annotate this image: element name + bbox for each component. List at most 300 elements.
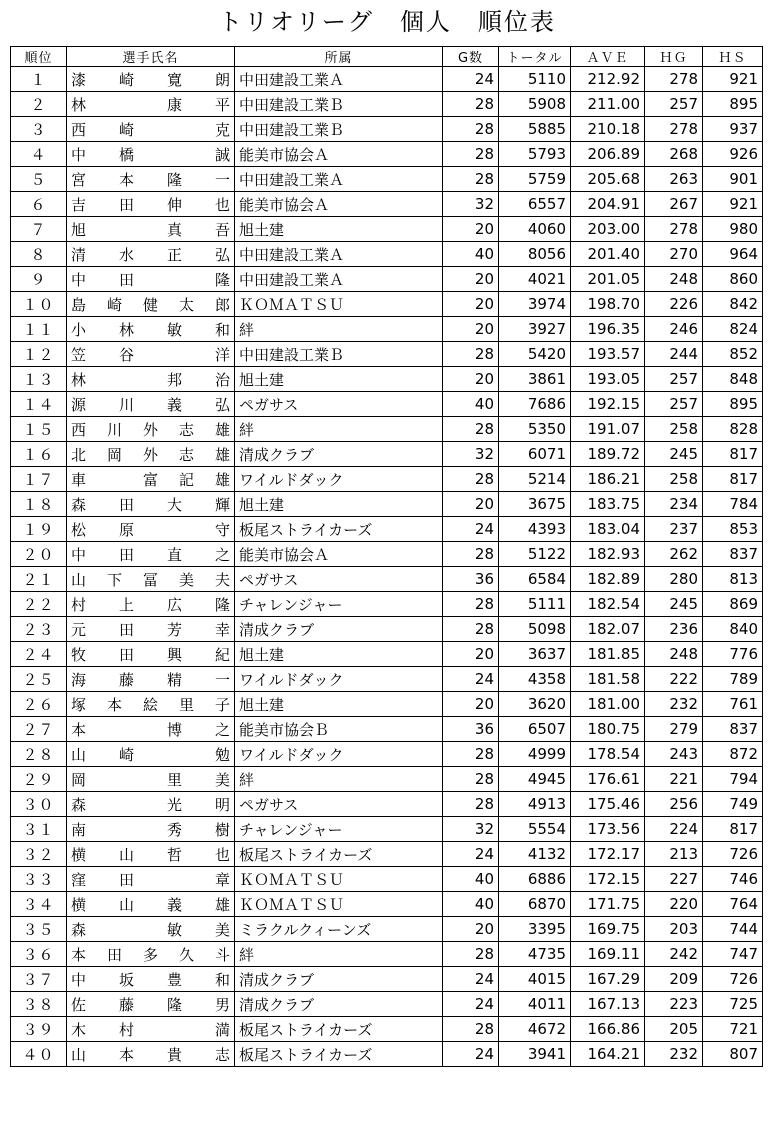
player-name-cell: 吉田伸也 <box>67 192 235 217</box>
total-cell: 4021 <box>499 267 571 292</box>
average-cell: 182.07 <box>571 617 645 642</box>
high-game-cell: 203 <box>645 917 703 942</box>
high-game-cell: 209 <box>645 967 703 992</box>
high-game-cell: 280 <box>645 567 703 592</box>
player-name-cell: 木村 満 <box>67 1017 235 1042</box>
high-game-cell: 263 <box>645 167 703 192</box>
rank-cell: ９ <box>11 267 67 292</box>
high-game-cell: 236 <box>645 617 703 642</box>
average-cell: 167.29 <box>571 967 645 992</box>
average-cell: 176.61 <box>571 767 645 792</box>
games-cell: 28 <box>443 167 499 192</box>
table-row <box>11 992 763 1017</box>
high-series-cell: 764 <box>703 892 763 917</box>
games-cell: 28 <box>443 792 499 817</box>
rank-cell: ７ <box>11 217 67 242</box>
table-row <box>11 92 763 117</box>
total-cell: 3974 <box>499 292 571 317</box>
table-row <box>11 667 763 692</box>
high-series-cell: 964 <box>703 242 763 267</box>
high-series-cell: 921 <box>703 67 763 92</box>
table-row <box>11 342 763 367</box>
games-cell: 40 <box>443 392 499 417</box>
total-cell: 6886 <box>499 867 571 892</box>
average-cell: 175.46 <box>571 792 645 817</box>
table-row <box>11 517 763 542</box>
player-name-cell: 村上広隆 <box>67 592 235 617</box>
high-series-cell: 747 <box>703 942 763 967</box>
high-series-cell: 853 <box>703 517 763 542</box>
average-cell: 189.72 <box>571 442 645 467</box>
team-cell: 旭土建 <box>235 492 443 517</box>
total-cell: 4735 <box>499 942 571 967</box>
header-hg: ＨＧ <box>645 47 703 67</box>
high-game-cell: 224 <box>645 817 703 842</box>
team-cell: 清成クラブ <box>235 967 443 992</box>
rank-cell: ４０ <box>11 1042 67 1067</box>
high-game-cell: 234 <box>645 492 703 517</box>
player-name-cell: 本田多久斗 <box>67 942 235 967</box>
player-name-cell: 横山哲也 <box>67 842 235 867</box>
high-game-cell: 262 <box>645 542 703 567</box>
team-cell: 板尾ストライカーズ <box>235 1017 443 1042</box>
total-cell: 4913 <box>499 792 571 817</box>
total-cell: 5214 <box>499 467 571 492</box>
rank-cell: ２１ <box>11 567 67 592</box>
table-row <box>11 842 763 867</box>
games-cell: 28 <box>443 617 499 642</box>
rank-cell: ３１ <box>11 817 67 842</box>
high-game-cell: 279 <box>645 717 703 742</box>
high-series-cell: 837 <box>703 717 763 742</box>
high-series-cell: 926 <box>703 142 763 167</box>
player-name-cell: 中田 隆 <box>67 267 235 292</box>
team-cell: ペガサス <box>235 392 443 417</box>
team-cell: 中田建設工業Ａ <box>235 267 443 292</box>
total-cell: 7686 <box>499 392 571 417</box>
rank-cell: １５ <box>11 417 67 442</box>
high-game-cell: 257 <box>645 367 703 392</box>
games-cell: 20 <box>443 267 499 292</box>
high-series-cell: 840 <box>703 617 763 642</box>
rank-cell: ８ <box>11 242 67 267</box>
average-cell: 192.15 <box>571 392 645 417</box>
average-cell: 169.11 <box>571 942 645 967</box>
team-cell: 清成クラブ <box>235 442 443 467</box>
rank-cell: ３０ <box>11 792 67 817</box>
games-cell: 20 <box>443 492 499 517</box>
player-name-cell: 西川外志雄 <box>67 417 235 442</box>
header-team: 所属 <box>235 47 443 67</box>
rank-cell: ６ <box>11 192 67 217</box>
total-cell: 4011 <box>499 992 571 1017</box>
games-cell: 24 <box>443 1042 499 1067</box>
player-name-cell: 中坂豊和 <box>67 967 235 992</box>
player-name-cell: 漆崎寛朗 <box>67 67 235 92</box>
player-name-cell: 源川義弘 <box>67 392 235 417</box>
table-row <box>11 242 763 267</box>
high-game-cell: 221 <box>645 767 703 792</box>
header-rank: 順位 <box>11 47 67 67</box>
player-name-cell: 笠谷 洋 <box>67 342 235 367</box>
high-game-cell: 245 <box>645 442 703 467</box>
average-cell: 183.04 <box>571 517 645 542</box>
high-game-cell: 244 <box>645 342 703 367</box>
high-game-cell: 232 <box>645 692 703 717</box>
player-name-cell: 清水正弘 <box>67 242 235 267</box>
team-cell: 能美市協会Ａ <box>235 542 443 567</box>
ranking-table <box>10 46 763 1067</box>
player-name-cell: 林 邦治 <box>67 367 235 392</box>
header-row <box>11 47 763 67</box>
high-game-cell: 248 <box>645 642 703 667</box>
rank-cell: ３５ <box>11 917 67 942</box>
games-cell: 24 <box>443 967 499 992</box>
table-row <box>11 642 763 667</box>
page-title: トリオリーグ 個人 順位表 <box>218 8 556 36</box>
header-games: G数 <box>443 47 499 67</box>
total-cell: 3927 <box>499 317 571 342</box>
total-cell: 6584 <box>499 567 571 592</box>
team-cell: 絆 <box>235 942 443 967</box>
team-cell: ワイルドダック <box>235 742 443 767</box>
high-series-cell: 842 <box>703 292 763 317</box>
team-cell: 板尾ストライカーズ <box>235 842 443 867</box>
high-game-cell: 258 <box>645 467 703 492</box>
header-name: 選手氏名 <box>67 47 235 67</box>
average-cell: 172.17 <box>571 842 645 867</box>
games-cell: 28 <box>443 542 499 567</box>
team-cell: 絆 <box>235 767 443 792</box>
header-hs: ＨＳ <box>703 47 763 67</box>
table-row <box>11 117 763 142</box>
total-cell: 4393 <box>499 517 571 542</box>
high-game-cell: 268 <box>645 142 703 167</box>
total-cell: 5759 <box>499 167 571 192</box>
team-cell: 清成クラブ <box>235 992 443 1017</box>
total-cell: 6557 <box>499 192 571 217</box>
player-name-cell: 中田直之 <box>67 542 235 567</box>
high-series-cell: 872 <box>703 742 763 767</box>
total-cell: 4945 <box>499 767 571 792</box>
table-row <box>11 1017 763 1042</box>
high-series-cell: 789 <box>703 667 763 692</box>
rank-cell: ５ <box>11 167 67 192</box>
high-series-cell: 817 <box>703 442 763 467</box>
high-game-cell: 267 <box>645 192 703 217</box>
rank-cell: １３ <box>11 367 67 392</box>
total-cell: 3395 <box>499 917 571 942</box>
header-ave: ＡＶＥ <box>571 47 645 67</box>
average-cell: 173.56 <box>571 817 645 842</box>
games-cell: 28 <box>443 342 499 367</box>
average-cell: 198.70 <box>571 292 645 317</box>
average-cell: 166.86 <box>571 1017 645 1042</box>
high-series-cell: 817 <box>703 467 763 492</box>
table-row <box>11 892 763 917</box>
total-cell: 5908 <box>499 92 571 117</box>
table-row <box>11 292 763 317</box>
player-name-cell: 西崎 克 <box>67 117 235 142</box>
games-cell: 32 <box>443 442 499 467</box>
high-series-cell: 817 <box>703 817 763 842</box>
team-cell: 絆 <box>235 317 443 342</box>
team-cell: 中田建設工業Ｂ <box>235 342 443 367</box>
player-name-cell: 北岡外志雄 <box>67 442 235 467</box>
games-cell: 20 <box>443 217 499 242</box>
table-row <box>11 367 763 392</box>
player-name-cell: 本 博之 <box>67 717 235 742</box>
total-cell: 6071 <box>499 442 571 467</box>
team-cell: チャレンジャー <box>235 592 443 617</box>
team-cell: ペガサス <box>235 792 443 817</box>
team-cell: ミラクルクィーンズ <box>235 917 443 942</box>
high-game-cell: 243 <box>645 742 703 767</box>
high-game-cell: 257 <box>645 392 703 417</box>
high-game-cell: 256 <box>645 792 703 817</box>
table-row <box>11 142 763 167</box>
total-cell: 3637 <box>499 642 571 667</box>
average-cell: 193.57 <box>571 342 645 367</box>
high-series-cell: 860 <box>703 267 763 292</box>
rank-cell: ２２ <box>11 592 67 617</box>
player-name-cell: 森田大輝 <box>67 492 235 517</box>
rank-cell: １７ <box>11 467 67 492</box>
table-row <box>11 317 763 342</box>
team-cell: 旭土建 <box>235 642 443 667</box>
rank-cell: ２ <box>11 92 67 117</box>
games-cell: 28 <box>443 767 499 792</box>
high-series-cell: 869 <box>703 592 763 617</box>
high-series-cell: 852 <box>703 342 763 367</box>
average-cell: 212.92 <box>571 67 645 92</box>
high-game-cell: 237 <box>645 517 703 542</box>
team-cell: ワイルドダック <box>235 467 443 492</box>
high-game-cell: 213 <box>645 842 703 867</box>
high-game-cell: 223 <box>645 992 703 1017</box>
total-cell: 3675 <box>499 492 571 517</box>
games-cell: 40 <box>443 242 499 267</box>
games-cell: 24 <box>443 667 499 692</box>
player-name-cell: 林 康平 <box>67 92 235 117</box>
average-cell: 211.00 <box>571 92 645 117</box>
table-row <box>11 817 763 842</box>
average-cell: 191.07 <box>571 417 645 442</box>
average-cell: 204.91 <box>571 192 645 217</box>
high-game-cell: 246 <box>645 317 703 342</box>
table-row <box>11 917 763 942</box>
total-cell: 5793 <box>499 142 571 167</box>
rank-cell: ３３ <box>11 867 67 892</box>
high-series-cell: 761 <box>703 692 763 717</box>
rank-cell: ３４ <box>11 892 67 917</box>
rank-cell: ２３ <box>11 617 67 642</box>
team-cell: 中田建設工業Ｂ <box>235 92 443 117</box>
high-game-cell: 227 <box>645 867 703 892</box>
average-cell: 182.93 <box>571 542 645 567</box>
high-series-cell: 837 <box>703 542 763 567</box>
table-row <box>11 192 763 217</box>
games-cell: 20 <box>443 367 499 392</box>
games-cell: 20 <box>443 317 499 342</box>
table-row <box>11 492 763 517</box>
high-game-cell: 222 <box>645 667 703 692</box>
table-row <box>11 1042 763 1067</box>
average-cell: 196.35 <box>571 317 645 342</box>
table-row <box>11 592 763 617</box>
table-row <box>11 617 763 642</box>
games-cell: 28 <box>443 742 499 767</box>
rank-cell: ４ <box>11 142 67 167</box>
average-cell: 205.68 <box>571 167 645 192</box>
games-cell: 24 <box>443 992 499 1017</box>
table-row <box>11 792 763 817</box>
player-name-cell: 牧田興紀 <box>67 642 235 667</box>
average-cell: 182.89 <box>571 567 645 592</box>
games-cell: 20 <box>443 642 499 667</box>
high-series-cell: 901 <box>703 167 763 192</box>
total-cell: 6870 <box>499 892 571 917</box>
high-series-cell: 813 <box>703 567 763 592</box>
table-row <box>11 392 763 417</box>
total-cell: 4132 <box>499 842 571 867</box>
average-cell: 169.75 <box>571 917 645 942</box>
high-series-cell: 937 <box>703 117 763 142</box>
total-cell: 5110 <box>499 67 571 92</box>
total-cell: 4999 <box>499 742 571 767</box>
table-row <box>11 567 763 592</box>
total-cell: 5111 <box>499 592 571 617</box>
player-name-cell: 塚本絵里子 <box>67 692 235 717</box>
rank-cell: ２６ <box>11 692 67 717</box>
high-series-cell: 828 <box>703 417 763 442</box>
high-series-cell: 749 <box>703 792 763 817</box>
player-name-cell: 宮本隆一 <box>67 167 235 192</box>
games-cell: 24 <box>443 67 499 92</box>
games-cell: 28 <box>443 467 499 492</box>
table-row <box>11 542 763 567</box>
games-cell: 24 <box>443 842 499 867</box>
rank-cell: ３６ <box>11 942 67 967</box>
high-series-cell: 807 <box>703 1042 763 1067</box>
player-name-cell: 島崎健太郎 <box>67 292 235 317</box>
rank-cell: １９ <box>11 517 67 542</box>
table-row <box>11 67 763 92</box>
rank-cell: ３７ <box>11 967 67 992</box>
team-cell: ＫＯＭＡＴＳＵ <box>235 292 443 317</box>
games-cell: 28 <box>443 417 499 442</box>
rank-cell: １ <box>11 67 67 92</box>
player-name-cell: 佐藤隆男 <box>67 992 235 1017</box>
average-cell: 181.00 <box>571 692 645 717</box>
rank-cell: ３９ <box>11 1017 67 1042</box>
games-cell: 20 <box>443 292 499 317</box>
average-cell: 172.15 <box>571 867 645 892</box>
team-cell: 旭土建 <box>235 692 443 717</box>
team-cell: 絆 <box>235 417 443 442</box>
player-name-cell: 元田芳幸 <box>67 617 235 642</box>
team-cell: 旭土建 <box>235 217 443 242</box>
rank-cell: ２７ <box>11 717 67 742</box>
player-name-cell: 車 富記雄 <box>67 467 235 492</box>
team-cell: 中田建設工業Ａ <box>235 242 443 267</box>
high-series-cell: 726 <box>703 967 763 992</box>
average-cell: 182.54 <box>571 592 645 617</box>
average-cell: 201.05 <box>571 267 645 292</box>
team-cell: 能美市協会Ａ <box>235 142 443 167</box>
high-series-cell: 726 <box>703 842 763 867</box>
average-cell: 181.85 <box>571 642 645 667</box>
rank-cell: １１ <box>11 317 67 342</box>
table-row <box>11 942 763 967</box>
high-series-cell: 776 <box>703 642 763 667</box>
high-game-cell: 278 <box>645 117 703 142</box>
table-row <box>11 217 763 242</box>
high-game-cell: 242 <box>645 942 703 967</box>
high-series-cell: 921 <box>703 192 763 217</box>
table-row <box>11 967 763 992</box>
team-cell: チャレンジャー <box>235 817 443 842</box>
table-row <box>11 867 763 892</box>
games-cell: 24 <box>443 517 499 542</box>
total-cell: 5554 <box>499 817 571 842</box>
average-cell: 171.75 <box>571 892 645 917</box>
team-cell: ワイルドダック <box>235 667 443 692</box>
player-name-cell: 窪田 章 <box>67 867 235 892</box>
table-row <box>11 267 763 292</box>
games-cell: 40 <box>443 867 499 892</box>
games-cell: 36 <box>443 717 499 742</box>
high-series-cell: 794 <box>703 767 763 792</box>
total-cell: 4060 <box>499 217 571 242</box>
rank-cell: ２８ <box>11 742 67 767</box>
games-cell: 32 <box>443 192 499 217</box>
average-cell: 186.21 <box>571 467 645 492</box>
total-cell: 5420 <box>499 342 571 367</box>
total-cell: 6507 <box>499 717 571 742</box>
table-row <box>11 442 763 467</box>
average-cell: 167.13 <box>571 992 645 1017</box>
high-series-cell: 980 <box>703 217 763 242</box>
high-series-cell: 784 <box>703 492 763 517</box>
total-cell: 4015 <box>499 967 571 992</box>
player-name-cell: 森 敏美 <box>67 917 235 942</box>
player-name-cell: 中橋 誠 <box>67 142 235 167</box>
team-cell: 板尾ストライカーズ <box>235 1042 443 1067</box>
table-row <box>11 717 763 742</box>
rank-cell: ２４ <box>11 642 67 667</box>
average-cell: 164.21 <box>571 1042 645 1067</box>
player-name-cell: 山崎 勉 <box>67 742 235 767</box>
games-cell: 20 <box>443 917 499 942</box>
average-cell: 180.75 <box>571 717 645 742</box>
games-cell: 28 <box>443 92 499 117</box>
player-name-cell: 海藤精一 <box>67 667 235 692</box>
team-cell: 旭土建 <box>235 367 443 392</box>
total-cell: 8056 <box>499 242 571 267</box>
team-cell: 中田建設工業Ａ <box>235 167 443 192</box>
games-cell: 28 <box>443 1017 499 1042</box>
high-game-cell: 278 <box>645 67 703 92</box>
player-name-cell: 横山義雄 <box>67 892 235 917</box>
team-cell: ＫＯＭＡＴＳＵ <box>235 892 443 917</box>
total-cell: 4672 <box>499 1017 571 1042</box>
high-game-cell: 205 <box>645 1017 703 1042</box>
rank-cell: １２ <box>11 342 67 367</box>
rank-cell: ３２ <box>11 842 67 867</box>
table-row <box>11 417 763 442</box>
high-series-cell: 746 <box>703 867 763 892</box>
